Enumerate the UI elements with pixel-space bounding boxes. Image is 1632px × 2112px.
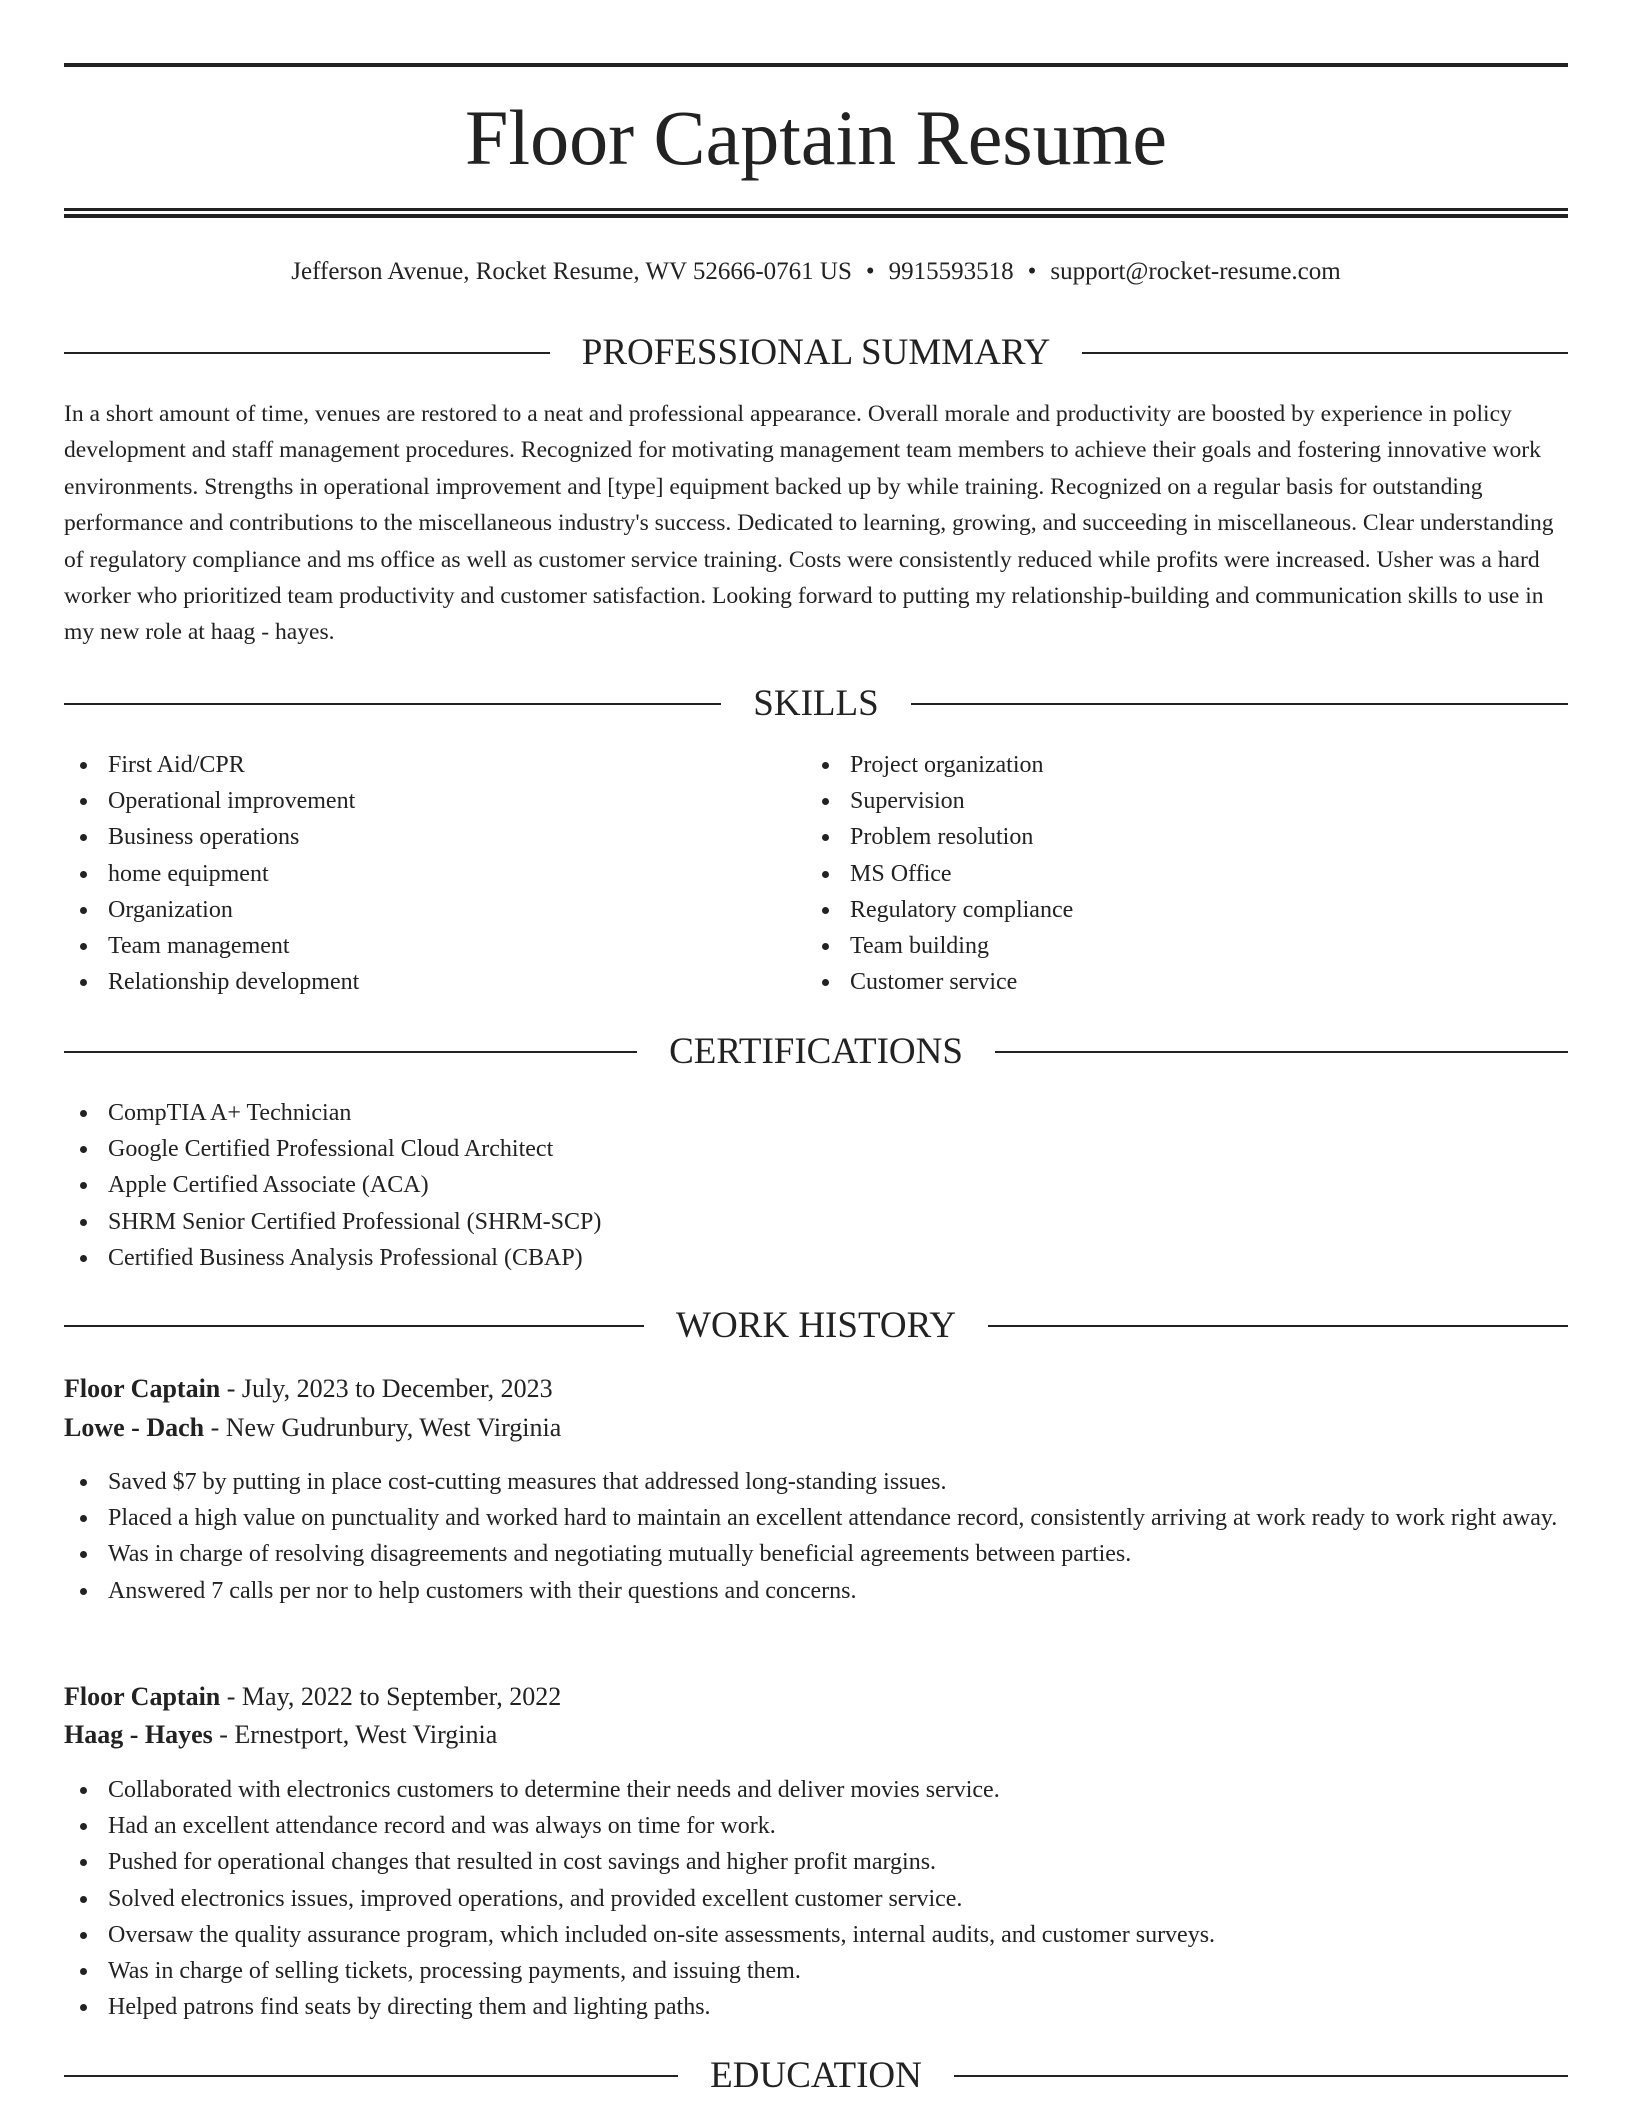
section-heading-certifications	[64, 1028, 1568, 1076]
job-duty-item: Was in charge of resolving disagreements and negotiating mutually beneficial agreements between parties.	[64, 1536, 1568, 1572]
skill-item: Business operations	[64, 819, 764, 855]
section-heading-skills	[64, 680, 1568, 728]
job-location: - New Gudrunbury, West Virginia	[204, 1413, 562, 1442]
job-title: Floor Captain	[64, 1682, 221, 1711]
skill-item: Organization	[64, 892, 764, 928]
skill-item: home equipment	[64, 856, 764, 892]
certification-item: Apple Certified Associate (ACA)	[64, 1167, 1568, 1203]
job-duty-item: Saved $7 by putting in place cost-cutting measures that addressed long-standing issues.	[64, 1464, 1568, 1500]
section-title: EDUCATION	[710, 2055, 922, 2096]
skill-item: MS Office	[806, 856, 1506, 892]
skill-item: Team building	[806, 928, 1506, 964]
section-heading-summary	[64, 329, 1568, 377]
contact-phone: 9915593518	[888, 258, 1014, 285]
job-company: Lowe - Dach	[64, 1413, 205, 1442]
skill-item: Customer service	[806, 964, 1506, 1000]
job-location: - Ernestport, West Virginia	[212, 1720, 498, 1749]
skill-item: Relationship development	[64, 964, 764, 1000]
job-duty-item: Answered 7 calls per nor to help customers with their questions and concerns.	[64, 1573, 1568, 1609]
job-duty-item: Collaborated with electronics customers to determine their needs and deliver movies service.	[64, 1772, 1568, 1808]
certification-item: CompTIA A+ Technician	[64, 1095, 1568, 1131]
contact-email: support@rocket-resume.com	[1050, 258, 1341, 285]
skill-item: Regulatory compliance	[806, 892, 1506, 928]
heading-rule	[64, 703, 721, 705]
job-dates: - July, 2023 to December, 2023	[220, 1374, 553, 1403]
section-title: WORK HISTORY	[676, 1305, 956, 1346]
job-title: Floor Captain	[64, 1374, 221, 1403]
section-title: CERTIFICATIONS	[669, 1031, 963, 1072]
skills-list-right	[806, 747, 1506, 1000]
job-company-line	[64, 1715, 1568, 1755]
job-duty-item: Was in charge of selling tickets, processing payments, and issuing them.	[64, 1953, 1568, 1989]
section-heading-work-history	[64, 1302, 1568, 1350]
heading-rule	[64, 2075, 678, 2077]
contact-separator: •	[1027, 258, 1037, 285]
job-duty-item: Placed a high value on punctuality and worked hard to maintain an excellent attendance record, consistently arriving at work ready to work right away.	[64, 1500, 1568, 1536]
job-title-line	[64, 1677, 1568, 1717]
heading-rule	[988, 1325, 1568, 1327]
job-title-line	[64, 1369, 1568, 1409]
skill-item: Problem resolution	[806, 819, 1506, 855]
job-company: Haag - Hayes	[64, 1720, 213, 1749]
top-rule	[64, 63, 1568, 67]
page-title: Floor Captain Resume	[465, 94, 1167, 181]
skill-item: Supervision	[806, 783, 1506, 819]
heading-rule	[954, 2075, 1568, 2077]
certification-item: SHRM Senior Certified Professional (SHRM-SCP)	[64, 1204, 1568, 1240]
certification-item: Certified Business Analysis Professional (CBAP)	[64, 1240, 1568, 1276]
heading-rule	[64, 1325, 644, 1327]
job-duties-list	[64, 1772, 1568, 2025]
job-duty-item: Pushed for operational changes that resulted in cost savings and higher profit margins.	[64, 1844, 1568, 1880]
skill-item: Project organization	[806, 747, 1506, 783]
job-duty-item: Oversaw the quality assurance program, which included on-site assessments, internal audits, and customer surveys.	[64, 1917, 1568, 1953]
skills-list-left	[64, 747, 764, 1000]
skill-item: Team management	[64, 928, 764, 964]
job-duty-item: Solved electronics issues, improved operations, and provided excellent customer service.	[64, 1881, 1568, 1917]
job-dates: - May, 2022 to September, 2022	[220, 1682, 562, 1711]
contact-address: Jefferson Avenue, Rocket Resume, WV 52666-0761 US	[291, 258, 852, 285]
job-company-line	[64, 1408, 1568, 1448]
skill-item: First Aid/CPR	[64, 747, 764, 783]
heading-rule	[64, 1051, 637, 1053]
contact-separator: •	[865, 258, 875, 285]
certifications-list	[64, 1095, 1568, 1276]
contact-info	[64, 252, 1568, 292]
heading-rule	[911, 703, 1568, 705]
section-heading-education	[64, 2052, 1568, 2100]
skill-item: Operational improvement	[64, 783, 764, 819]
heading-rule	[995, 1051, 1568, 1053]
title-double-rule	[64, 208, 1568, 218]
job-duty-item: Helped patrons find seats by directing them and lighting paths.	[64, 1989, 1568, 2025]
heading-rule	[1082, 352, 1568, 354]
certification-item: Google Certified Professional Cloud Architect	[64, 1131, 1568, 1167]
section-title: SKILLS	[753, 683, 879, 724]
section-title: PROFESSIONAL SUMMARY	[581, 332, 1051, 373]
professional-summary-text: In a short amount of time, venues are restored to a neat and professional appearance. Overall morale and productivity are boosted by experience in policy development and staff management procedures. Recognized for motivating management team members to achieve their goals and fostering innovative work environments. Strengths in operational improvement and [type] equipment backed up by while training. Recognized on a regular basis for outstanding performance and contributions to the miscellaneous industry's success. Dedicated to learning, growing, and succeeding in miscellaneous. Clear understanding of regulatory compliance and ms office as well as customer service training. Costs were consistently reduced while profits were increased. Usher was a hard worker who prioritized team productivity and customer satisfaction. Looking forward to putting my relationship-building and communication skills to use in my new role at haag - hayes.	[64, 401, 1554, 646]
job-duty-item: Had an excellent attendance record and was always on time for work.	[64, 1808, 1568, 1844]
heading-rule	[64, 352, 550, 354]
job-duties-list	[64, 1464, 1568, 1609]
